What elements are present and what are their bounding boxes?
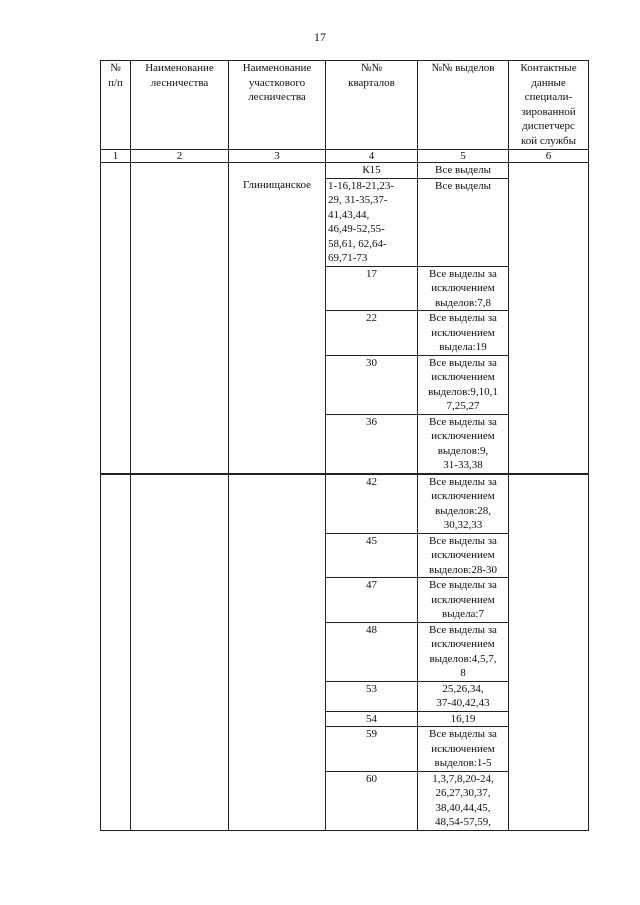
cell-sections: Все выделы за исключением выделов:4,5,7, 8 [418,622,509,681]
cell-sections: Все выделы за исключением выделов:9, 31-33,38 [418,414,509,474]
cell-quarters: 48 [326,622,418,681]
header-cell-forestry: Наименование лесничества [131,61,229,150]
cell-quarters: 59 [326,727,418,772]
cell-district [229,178,326,474]
column-number: 6 [509,150,589,163]
cell-sections: Все выделы за исключением выделов:28-30 [418,533,509,578]
cell-sections: Все выделы за исключением выделов:28, 30,32,33 [418,474,509,534]
cell-sections: 25,26,34, 37-40,42,43 [418,681,509,711]
cell-forestry [131,163,229,474]
cell-quarters: 22 [326,311,418,356]
cell-quarters: К15 [326,163,418,179]
cell-quarters: 45 [326,533,418,578]
table-row [101,163,589,179]
header-cell-quarters: №№ кварталов [326,61,418,150]
cell-quarters: 36 [326,414,418,474]
column-number: 3 [229,150,326,163]
cell-sections: Все выделы за исключением выделов:9,10,1 7,25,27 [418,355,509,414]
cell-sections: Все выделы за исключением выдела:7 [418,578,509,623]
cell-quarters: 1-16,18-21,23- 29, 31-35,37- 41,43,44, 46,49-52,55- 58,61, 62,64- 69,71-73 [326,178,418,266]
cell-contacts [509,474,589,831]
cell-sections: Все выделы [418,178,509,266]
cell-number [101,163,131,474]
cell-sections: 1,3,7,8,20-24, 26,27,30,37, 38,40,44,45, 48,54-57,59, [418,771,509,830]
cell-sections: 16,19 [418,711,509,727]
column-number: 2 [131,150,229,163]
cell-district [229,474,326,831]
cell-forestry [131,474,229,831]
forest-quarters-table [100,60,589,831]
cell-contacts [509,163,589,474]
cell-number [101,474,131,831]
header-cell-contacts: Контактные данные специали- зированной диспетчерс кой службы [509,61,589,150]
cell-district [229,163,326,179]
header-cell-number: № п/п [101,61,131,150]
column-number: 4 [326,150,418,163]
cell-quarters: 53 [326,681,418,711]
page-number: 17 [314,30,326,44]
cell-sections: Все выделы [418,163,509,179]
column-number: 5 [418,150,509,163]
cell-quarters: 54 [326,711,418,727]
column-number: 1 [101,150,131,163]
district-name: Глинищанское [242,179,312,191]
cell-sections: Все выделы за исключением выделов:1-5 [418,727,509,772]
header-cell-district-forestry: Наименование участкового лесничества [229,61,326,150]
cell-quarters: 42 [326,474,418,534]
cell-quarters: 47 [326,578,418,623]
cell-quarters: 60 [326,771,418,830]
table-header-row [101,61,589,150]
cell-quarters: 30 [326,355,418,414]
cell-quarters: 17 [326,266,418,311]
cell-sections: Все выделы за исключением выдела:19 [418,311,509,356]
table-row [101,474,589,534]
cell-sections: Все выделы за исключением выделов:7,8 [418,266,509,311]
column-number-row [101,150,589,163]
header-cell-sections: №№ выделов [418,61,509,150]
